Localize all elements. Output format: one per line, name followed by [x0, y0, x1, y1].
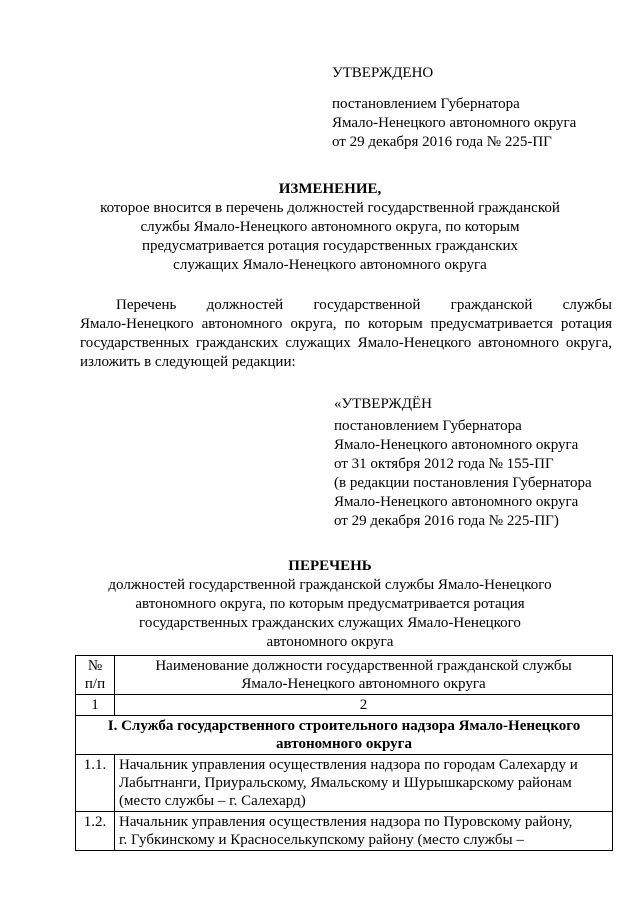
section-line: автономного округа [276, 736, 412, 752]
approval2-title: «УТВЕРЖДЁН [334, 396, 432, 412]
header-num-cell [76, 656, 115, 695]
row-num-cell: 1.1. [76, 755, 115, 812]
change-subtitle-line: предусматривается ротация государственных гражданских [141, 238, 519, 254]
positions-table [75, 655, 613, 851]
header-name-cell [115, 656, 613, 695]
header-name-line: Наименование должности государственной гражданской службы [155, 658, 572, 674]
row-name-line: Начальник управления осуществления надзора по Пуровскому району, [119, 814, 573, 830]
approval2-line: от 29 декабря 2016 года № 225-ПГ) [334, 513, 559, 529]
change-heading: ИЗМЕНЕНИЕ, [278, 181, 382, 197]
approval2-line: (в редакции постановления Губернатора [334, 475, 592, 491]
section-line: I. Служба государственного строительного надзора Ямало-Ненецкого [107, 718, 581, 734]
change-subtitle-line: службы Ямало-Ненецкого автономного округа, по которым [140, 219, 520, 235]
header-num-line: № [87, 658, 103, 674]
row-name-line: Начальник управления осуществления надзора по городам Салехарду и [119, 757, 578, 773]
body-paragraph-rest: Ямало-Ненецкого автономного округа, по которым предусматривается ротация государственных гражданских служащих Ямало-Ненецкого автономного округа, изложить в следующей редакции: [80, 316, 612, 370]
list-subtitle-line: автономного округа [266, 634, 394, 650]
approval2-line: Ямало-Ненецкого автономного округа [334, 494, 579, 510]
approval-line: Ямало-Ненецкого автономного округа [332, 115, 577, 131]
change-subtitle-line: служащих Ямало-Ненецкого автономного округа [173, 257, 487, 273]
header-name-line: Ямало-Ненецкого автономного округа [241, 676, 486, 692]
change-subtitle-line: которое вносится в перечень должностей государственной гражданской [100, 200, 560, 216]
list-subtitle-line: должностей государственной гражданской службы Ямало-Ненецкого [108, 577, 552, 593]
row-num-cell: 1.2. [76, 812, 115, 851]
body-paragraph-first-line: Перечень должностей государственной гражданской службы [116, 297, 612, 313]
list-subtitle-line: автономного округа, по которым предусматривается ротация [135, 596, 525, 612]
table-colnum-row [76, 695, 613, 716]
table-row [76, 812, 613, 851]
approval-title: УТВЕРЖДЕНО [332, 65, 434, 81]
approval-line: постановлением Губернатора [332, 96, 520, 112]
row-name-cell [115, 812, 613, 851]
table-row [76, 755, 613, 812]
colnum-cell: 1 [76, 695, 115, 716]
section-cell [76, 716, 613, 755]
approval2-line: от 31 октября 2012 года № 155-ПГ [334, 456, 554, 472]
row-name-line: Лабытнанги, Приуральскому, Ямальскому и Шурышкарскому районам [119, 775, 572, 791]
body-paragraph [80, 296, 612, 372]
list-heading: ПЕРЕЧЕНЬ [288, 558, 372, 574]
table-section-row [76, 716, 613, 755]
row-name-line: г. Губкинскому и Красноселькупскому району (место службы – [119, 832, 524, 848]
approval2-line: Ямало-Ненецкого автономного округа [334, 437, 579, 453]
header-num-line: п/п [84, 676, 106, 692]
table-header-row [76, 656, 613, 695]
approval2-line: постановлением Губернатора [334, 418, 522, 434]
row-name-line: (место службы – г. Салехард) [119, 793, 306, 809]
approval-line: от 29 декабря 2016 года № 225-ПГ [332, 134, 552, 150]
list-subtitle-line: государственных гражданских служащих Ямало-Ненецкого [139, 615, 521, 631]
colnum-cell: 2 [115, 695, 613, 716]
row-name-cell [115, 755, 613, 812]
